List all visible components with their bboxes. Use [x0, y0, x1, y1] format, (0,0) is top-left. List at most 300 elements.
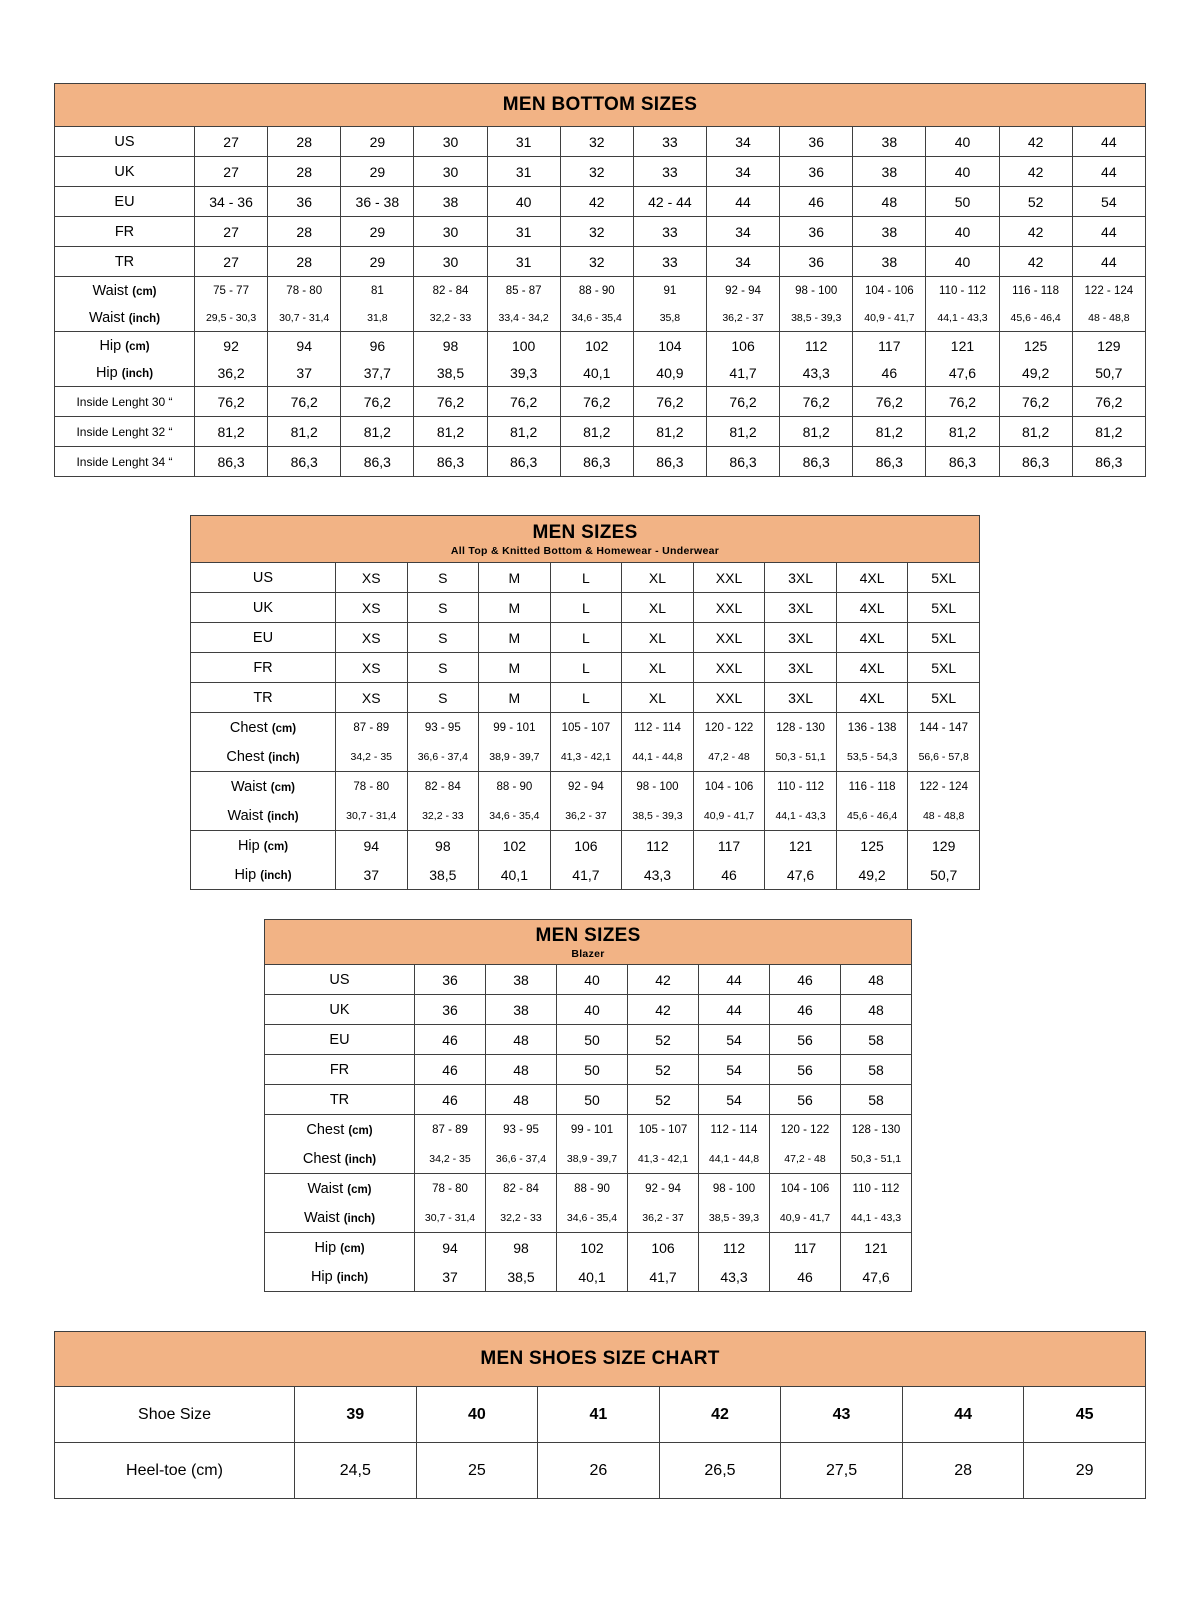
cell: 27: [195, 247, 268, 277]
cell: 46: [693, 860, 765, 890]
cell: 34,2 - 35: [415, 1144, 486, 1174]
cell: 29,5 - 30,3: [195, 304, 268, 332]
cell: 41,3 - 42,1: [628, 1144, 699, 1174]
cell: 112: [699, 1233, 770, 1263]
cell: 98 - 100: [622, 772, 694, 802]
cell: 92 - 94: [550, 772, 622, 802]
row-label-heel-toe: Heel-toe (cm): [55, 1443, 295, 1499]
cell: 5XL: [908, 563, 980, 593]
cell: 76,2: [487, 387, 560, 417]
cell: 42 - 44: [633, 187, 706, 217]
cell: 5XL: [908, 653, 980, 683]
row-label-hip-inch: Hip (inch): [191, 860, 336, 890]
cell: 30: [414, 127, 487, 157]
cell: 32,2 - 33: [407, 801, 479, 831]
cell: 105 - 107: [628, 1115, 699, 1145]
cell: 88 - 90: [560, 277, 633, 305]
cell: 3XL: [765, 623, 837, 653]
cell: 56: [770, 1055, 841, 1085]
cell: 45: [1024, 1387, 1146, 1443]
cell: 50,3 - 51,1: [841, 1144, 912, 1174]
cell: 29: [341, 157, 414, 187]
cell: 31: [487, 157, 560, 187]
men-bottom-sizes-table: [54, 83, 1146, 477]
cell: 36,6 - 37,4: [407, 742, 479, 772]
cell: 78 - 80: [415, 1174, 486, 1204]
cell: 116 - 118: [836, 772, 908, 802]
cell: 50: [557, 1085, 628, 1115]
cell: 5XL: [908, 683, 980, 713]
cell: 44: [699, 965, 770, 995]
cell: 98 - 100: [780, 277, 853, 305]
cell: 128 - 130: [841, 1115, 912, 1145]
cell: 125: [836, 831, 908, 861]
cell: S: [407, 593, 479, 623]
cell: 81,2: [1072, 417, 1145, 447]
cell: 44,1 - 44,8: [699, 1144, 770, 1174]
cell: 96: [341, 332, 414, 360]
cell: 44: [1072, 127, 1145, 157]
row-label-tr: TR: [265, 1085, 415, 1115]
cell: XS: [336, 593, 408, 623]
cell: L: [550, 623, 622, 653]
cell: 32: [560, 247, 633, 277]
cell: 45,6 - 46,4: [836, 801, 908, 831]
cell: 76,2: [706, 387, 779, 417]
cell: 76,2: [999, 387, 1072, 417]
row-label-tr: TR: [55, 247, 195, 277]
cell: 48: [841, 995, 912, 1025]
cell: 38,5 - 39,3: [699, 1203, 770, 1233]
row-label-uk: UK: [191, 593, 336, 623]
cell: XXL: [693, 563, 765, 593]
cell: 88 - 90: [479, 772, 551, 802]
cell: 4XL: [836, 653, 908, 683]
cell: 81,2: [414, 417, 487, 447]
cell: 38,5: [407, 860, 479, 890]
cell: 42: [628, 995, 699, 1025]
cell: 54: [699, 1025, 770, 1055]
cell: 52: [999, 187, 1072, 217]
cell: 28: [268, 247, 341, 277]
row-label-eu: EU: [55, 187, 195, 217]
cell: 33: [633, 247, 706, 277]
cell: 40,1: [560, 359, 633, 387]
cell: 40: [487, 187, 560, 217]
cell: 48: [853, 187, 926, 217]
cell: 34 - 36: [195, 187, 268, 217]
cell: 105 - 107: [550, 713, 622, 743]
cell: 43: [781, 1387, 903, 1443]
row-label-waist-cm: Waist (cm): [265, 1174, 415, 1204]
cell: 34,2 - 35: [336, 742, 408, 772]
cell: S: [407, 563, 479, 593]
cell: 38: [486, 965, 557, 995]
cell: 81,2: [999, 417, 1072, 447]
cell: 99 - 101: [479, 713, 551, 743]
cell: XL: [622, 683, 694, 713]
cell: 98 - 100: [699, 1174, 770, 1204]
cell: 40: [926, 217, 999, 247]
cell: 98: [407, 831, 479, 861]
cell: 81,2: [195, 417, 268, 447]
cell: 144 - 147: [908, 713, 980, 743]
cell: 42: [628, 965, 699, 995]
cell: 27: [195, 217, 268, 247]
cell: 86,3: [780, 447, 853, 477]
cell: 36: [780, 157, 853, 187]
cell: 34: [706, 127, 779, 157]
cell: 34: [706, 217, 779, 247]
cell: M: [479, 593, 551, 623]
cell: 47,6: [926, 359, 999, 387]
cell: 45,6 - 46,4: [999, 304, 1072, 332]
cell: 76,2: [560, 387, 633, 417]
cell: 38: [414, 187, 487, 217]
cell: 3XL: [765, 683, 837, 713]
cell: 86,3: [268, 447, 341, 477]
cell: 36,2 - 37: [706, 304, 779, 332]
cell: 38,5: [486, 1262, 557, 1292]
cell: 35,8: [633, 304, 706, 332]
cell: 34: [706, 247, 779, 277]
cell: 28: [902, 1443, 1024, 1499]
cell: M: [479, 683, 551, 713]
cell: 129: [908, 831, 980, 861]
row-label-inside-length-34: Inside Lenght 34 “: [55, 447, 195, 477]
cell: 36: [415, 965, 486, 995]
cell: 34,6 - 35,4: [560, 304, 633, 332]
cell: 44: [902, 1387, 1024, 1443]
cell: 38,9 - 39,7: [479, 742, 551, 772]
cell: 99 - 101: [557, 1115, 628, 1145]
cell: 38: [853, 127, 926, 157]
cell: 86,3: [926, 447, 999, 477]
cell: 50,7: [1072, 359, 1145, 387]
cell: XL: [622, 563, 694, 593]
cell: 122 - 124: [908, 772, 980, 802]
cell: XL: [622, 623, 694, 653]
cell: 110 - 112: [765, 772, 837, 802]
cell: 93 - 95: [486, 1115, 557, 1145]
cell: 76,2: [195, 387, 268, 417]
cell: 122 - 124: [1072, 277, 1145, 305]
cell: S: [407, 623, 479, 653]
cell: 81,2: [268, 417, 341, 447]
cell: 38: [486, 995, 557, 1025]
cell: 36: [415, 995, 486, 1025]
cell: 58: [841, 1025, 912, 1055]
cell: 48: [486, 1025, 557, 1055]
cell: 54: [699, 1085, 770, 1115]
cell: 86,3: [487, 447, 560, 477]
cell: 4XL: [836, 623, 908, 653]
cell: 30,7 - 31,4: [268, 304, 341, 332]
cell: 82 - 84: [486, 1174, 557, 1204]
row-label-chest-inch: Chest (inch): [265, 1144, 415, 1174]
table-title-men-sizes-blazer: MEN SIZES Blazer: [265, 920, 912, 965]
cell: 87 - 89: [336, 713, 408, 743]
cell: 86,3: [341, 447, 414, 477]
cell: 120 - 122: [770, 1115, 841, 1145]
cell: 31: [487, 127, 560, 157]
cell: 81,2: [926, 417, 999, 447]
row-label-waist-inch: Waist (inch): [55, 304, 195, 332]
cell: 104: [633, 332, 706, 360]
cell: 24,5: [295, 1443, 417, 1499]
row-label-eu: EU: [191, 623, 336, 653]
cell: 26: [538, 1443, 660, 1499]
cell: 40,1: [557, 1262, 628, 1292]
cell: L: [550, 683, 622, 713]
row-label-chest-inch: Chest (inch): [191, 742, 336, 772]
cell: 44: [1072, 217, 1145, 247]
cell: 78 - 80: [336, 772, 408, 802]
cell: 28: [268, 157, 341, 187]
cell: 86,3: [706, 447, 779, 477]
cell: 136 - 138: [836, 713, 908, 743]
cell: 47,6: [765, 860, 837, 890]
cell: 44,1 - 44,8: [622, 742, 694, 772]
cell: 42: [999, 217, 1072, 247]
cell: 38: [853, 247, 926, 277]
row-label-us: US: [265, 965, 415, 995]
cell: 33: [633, 157, 706, 187]
row-label-eu: EU: [265, 1025, 415, 1055]
cell: 38,5 - 39,3: [780, 304, 853, 332]
cell: 102: [479, 831, 551, 861]
cell: 48 - 48,8: [1072, 304, 1145, 332]
cell: 39,3: [487, 359, 560, 387]
row-label-inside-length-32: Inside Lenght 32 “: [55, 417, 195, 447]
cell: 4XL: [836, 563, 908, 593]
cell: 92: [195, 332, 268, 360]
cell: 50: [557, 1025, 628, 1055]
cell: 117: [853, 332, 926, 360]
cell: 100: [487, 332, 560, 360]
cell: 112: [780, 332, 853, 360]
cell: 41,7: [550, 860, 622, 890]
cell: 32: [560, 217, 633, 247]
row-label-us: US: [191, 563, 336, 593]
cell: 76,2: [414, 387, 487, 417]
cell: 117: [770, 1233, 841, 1263]
cell: 86,3: [853, 447, 926, 477]
cell: 50,7: [908, 860, 980, 890]
cell: 86,3: [560, 447, 633, 477]
cell: 104 - 106: [770, 1174, 841, 1204]
cell: 120 - 122: [693, 713, 765, 743]
cell: S: [407, 653, 479, 683]
cell: 44: [1072, 157, 1145, 187]
cell: 52: [628, 1055, 699, 1085]
cell: 76,2: [780, 387, 853, 417]
men-sizes-tops-table: [190, 515, 980, 890]
cell: 112 - 114: [622, 713, 694, 743]
row-label-hip-inch: Hip (inch): [55, 359, 195, 387]
cell: 56: [770, 1085, 841, 1115]
cell: 58: [841, 1085, 912, 1115]
cell: 37: [336, 860, 408, 890]
cell: 41: [538, 1387, 660, 1443]
cell: 32,2 - 33: [486, 1203, 557, 1233]
cell: 106: [628, 1233, 699, 1263]
row-label-fr: FR: [191, 653, 336, 683]
cell: 30: [414, 217, 487, 247]
cell: XXL: [693, 683, 765, 713]
cell: 94: [336, 831, 408, 861]
cell: 98: [486, 1233, 557, 1263]
cell: 102: [557, 1233, 628, 1263]
cell: XL: [622, 653, 694, 683]
cell: XXL: [693, 623, 765, 653]
cell: 44: [706, 187, 779, 217]
cell: 41,7: [628, 1262, 699, 1292]
row-label-fr: FR: [55, 217, 195, 247]
cell: XXL: [693, 653, 765, 683]
cell: 48 - 48,8: [908, 801, 980, 831]
cell: 104 - 106: [853, 277, 926, 305]
cell: 31: [487, 217, 560, 247]
cell: 58: [841, 1055, 912, 1085]
cell: 5XL: [908, 593, 980, 623]
cell: 40: [557, 995, 628, 1025]
row-label-hip-cm: Hip (cm): [55, 332, 195, 360]
row-label-uk: UK: [265, 995, 415, 1025]
cell: 40,9 - 41,7: [770, 1203, 841, 1233]
cell: 78 - 80: [268, 277, 341, 305]
cell: 112 - 114: [699, 1115, 770, 1145]
cell: 88 - 90: [557, 1174, 628, 1204]
cell: 121: [765, 831, 837, 861]
cell: 81,2: [853, 417, 926, 447]
cell: 30,7 - 31,4: [336, 801, 408, 831]
cell: 33: [633, 217, 706, 247]
cell: 5XL: [908, 623, 980, 653]
cell: XS: [336, 563, 408, 593]
cell: 25: [416, 1443, 538, 1499]
cell: 86,3: [999, 447, 1072, 477]
cell: 81,2: [706, 417, 779, 447]
cell: 36 - 38: [341, 187, 414, 217]
cell: 26,5: [659, 1443, 781, 1499]
cell: 50: [926, 187, 999, 217]
cell: XL: [622, 593, 694, 623]
cell: 29: [341, 217, 414, 247]
cell: 87 - 89: [415, 1115, 486, 1145]
cell: 117: [693, 831, 765, 861]
cell: 86,3: [195, 447, 268, 477]
cell: M: [479, 653, 551, 683]
cell: 42: [659, 1387, 781, 1443]
cell: 104 - 106: [693, 772, 765, 802]
men-shoes-size-chart-table: [54, 1331, 1146, 1499]
cell: 56: [770, 1025, 841, 1055]
cell: 36: [780, 217, 853, 247]
row-label-us: US: [55, 127, 195, 157]
cell: 40: [926, 157, 999, 187]
cell: 81: [341, 277, 414, 305]
cell: XXL: [693, 593, 765, 623]
cell: 30: [414, 247, 487, 277]
cell: 52: [628, 1025, 699, 1055]
cell: 36: [268, 187, 341, 217]
table-title-men-shoes: MEN SHOES SIZE CHART: [55, 1332, 1146, 1387]
cell: M: [479, 623, 551, 653]
cell: 43,3: [622, 860, 694, 890]
cell: 50,3 - 51,1: [765, 742, 837, 772]
cell: 42: [560, 187, 633, 217]
cell: 32: [560, 157, 633, 187]
cell: 106: [550, 831, 622, 861]
cell: XS: [336, 683, 408, 713]
cell: 37,7: [341, 359, 414, 387]
cell: 46: [853, 359, 926, 387]
cell: M: [479, 563, 551, 593]
cell: 94: [268, 332, 341, 360]
cell: L: [550, 593, 622, 623]
cell: 48: [841, 965, 912, 995]
cell: 29: [1024, 1443, 1146, 1499]
cell: 44,1 - 43,3: [841, 1203, 912, 1233]
cell: 86,3: [1072, 447, 1145, 477]
cell: 76,2: [341, 387, 414, 417]
cell: 47,2 - 48: [693, 742, 765, 772]
row-label-fr: FR: [265, 1055, 415, 1085]
cell: 46: [415, 1025, 486, 1055]
cell: 40: [926, 247, 999, 277]
row-label-waist-cm: Waist (cm): [191, 772, 336, 802]
cell: 48: [486, 1085, 557, 1115]
cell: 46: [770, 965, 841, 995]
cell: 49,2: [836, 860, 908, 890]
cell: 40,9: [633, 359, 706, 387]
cell: 47,2 - 48: [770, 1144, 841, 1174]
cell: 40,9 - 41,7: [693, 801, 765, 831]
row-label-tr: TR: [191, 683, 336, 713]
row-label-waist-cm: Waist (cm): [55, 277, 195, 305]
cell: XS: [336, 653, 408, 683]
cell: S: [407, 683, 479, 713]
cell: 4XL: [836, 593, 908, 623]
row-label-inside-length-30: Inside Lenght 30 “: [55, 387, 195, 417]
cell: 36: [780, 247, 853, 277]
cell: 102: [560, 332, 633, 360]
cell: 44,1 - 43,3: [926, 304, 999, 332]
cell: 92 - 94: [628, 1174, 699, 1204]
cell: 98: [414, 332, 487, 360]
table-title-men-bottom-sizes: MEN BOTTOM SIZES: [55, 84, 1146, 127]
cell: 110 - 112: [841, 1174, 912, 1204]
cell: 46: [415, 1055, 486, 1085]
cell: 29: [341, 127, 414, 157]
cell: 82 - 84: [414, 277, 487, 305]
cell: 30,7 - 31,4: [415, 1203, 486, 1233]
cell: 46: [770, 1262, 841, 1292]
cell: L: [550, 653, 622, 683]
cell: 46: [415, 1085, 486, 1115]
cell: 116 - 118: [999, 277, 1072, 305]
cell: 43,3: [699, 1262, 770, 1292]
cell: 86,3: [633, 447, 706, 477]
cell: 36,6 - 37,4: [486, 1144, 557, 1174]
cell: 112: [622, 831, 694, 861]
cell: 43,3: [780, 359, 853, 387]
cell: 44: [699, 995, 770, 1025]
cell: 125: [999, 332, 1072, 360]
cell: 81,2: [633, 417, 706, 447]
cell: 30: [414, 157, 487, 187]
